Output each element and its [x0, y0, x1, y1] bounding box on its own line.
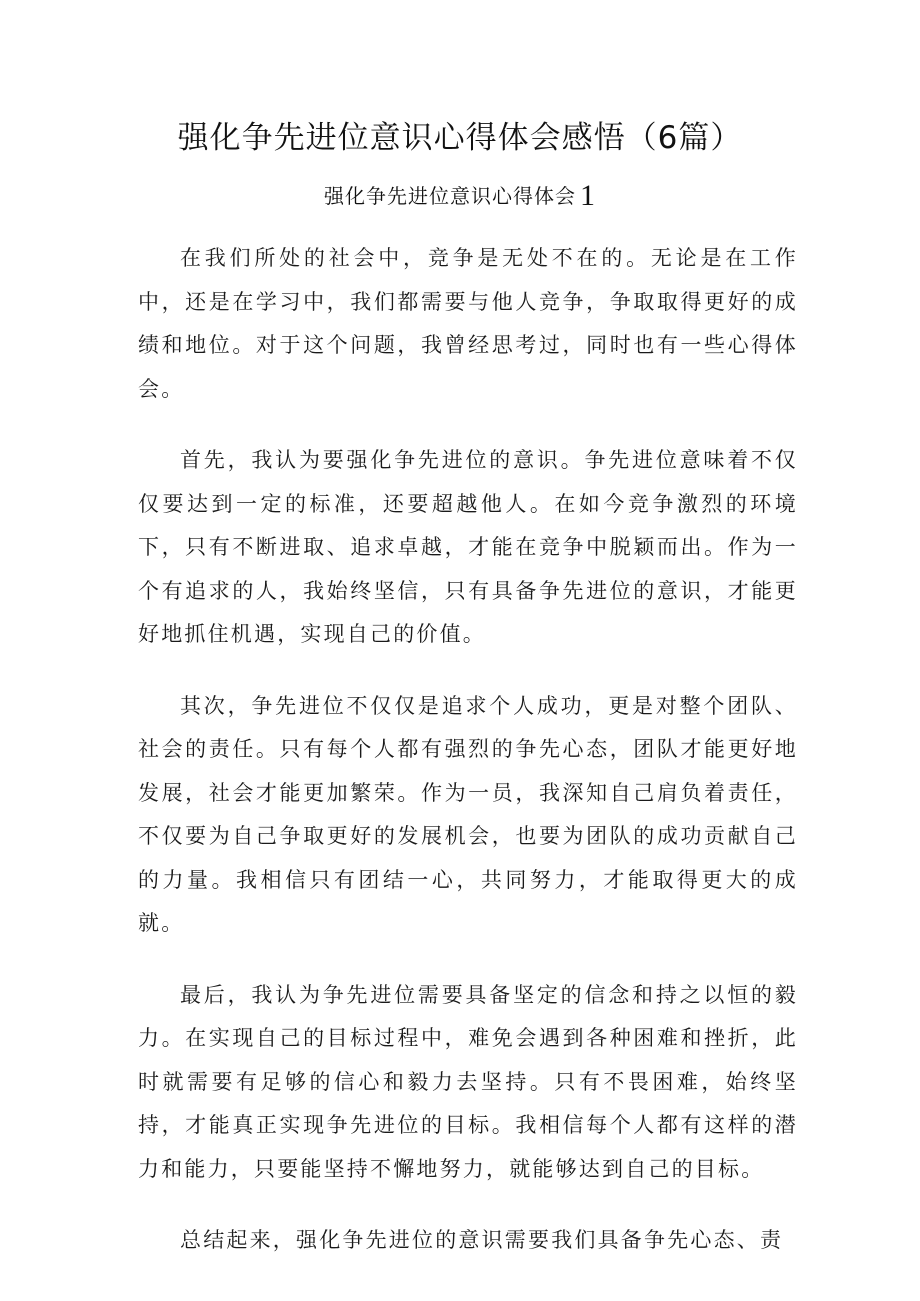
paragraph-2: 首先，我认为要强化争先进位的意识。争先进位意味着不仅仅要达到一定的标准，还要超越他人。在如今竞争激烈的环境下，只有不断进取、追求卓越，才能在竞争中脱颖而出。作为一个有追求的人，我始终坚信，只有具备争先进位的意识，才能更好地抓住机遇，实现自己的价值。 — [138, 448, 798, 646]
paragraph-1: 在我们所处的社会中，竞争是无处不在的。无论是在工作中，还是在学习中，我们都需要与他人竞争，争取取得更好的成绩和地位。对于这个问题，我曾经思考过，同时也有一些心得体会。 — [138, 246, 798, 401]
paragraph-4: 最后，我认为争先进位需要具备坚定的信念和持之以恒的毅力。在实现自己的目标过程中，难免会遇到各种困难和挫折，此时就需要有足够的信心和毅力去坚持。只有不畏困难，始终坚持，才能真正实现争先进位的目标。我相信每个人都有这样的潜力和能力，只要能坚持不懈地努力，就能够达到自己的目标。 — [138, 982, 798, 1181]
paragraph-3: 其次，争先进位不仅仅是追求个人成功，更是对整个团队、社会的责任。只有每个人都有强烈的争先心态，团队才能更好地发展，社会才能更加繁荣。作为一员，我深知自己肩负着责任，不仅要为自己争取更好的发展机会，也要为团队的成功贡献自己的力量。我相信只有团结一心，共同努力，才能取得更大的成就。 — [138, 693, 798, 935]
document-body — [138, 237, 798, 1291]
section-heading-text: 强化争先进位意识心得体会 — [324, 184, 576, 208]
section-heading-number: 1 — [580, 179, 596, 212]
section-heading — [0, 176, 920, 216]
paragraph-5: 总结起来，强化争先进位的意识需要我们具备争先心态、责 — [180, 1228, 784, 1252]
document-title: 强化争先进位意识心得体会感悟（6篇） — [177, 120, 743, 156]
